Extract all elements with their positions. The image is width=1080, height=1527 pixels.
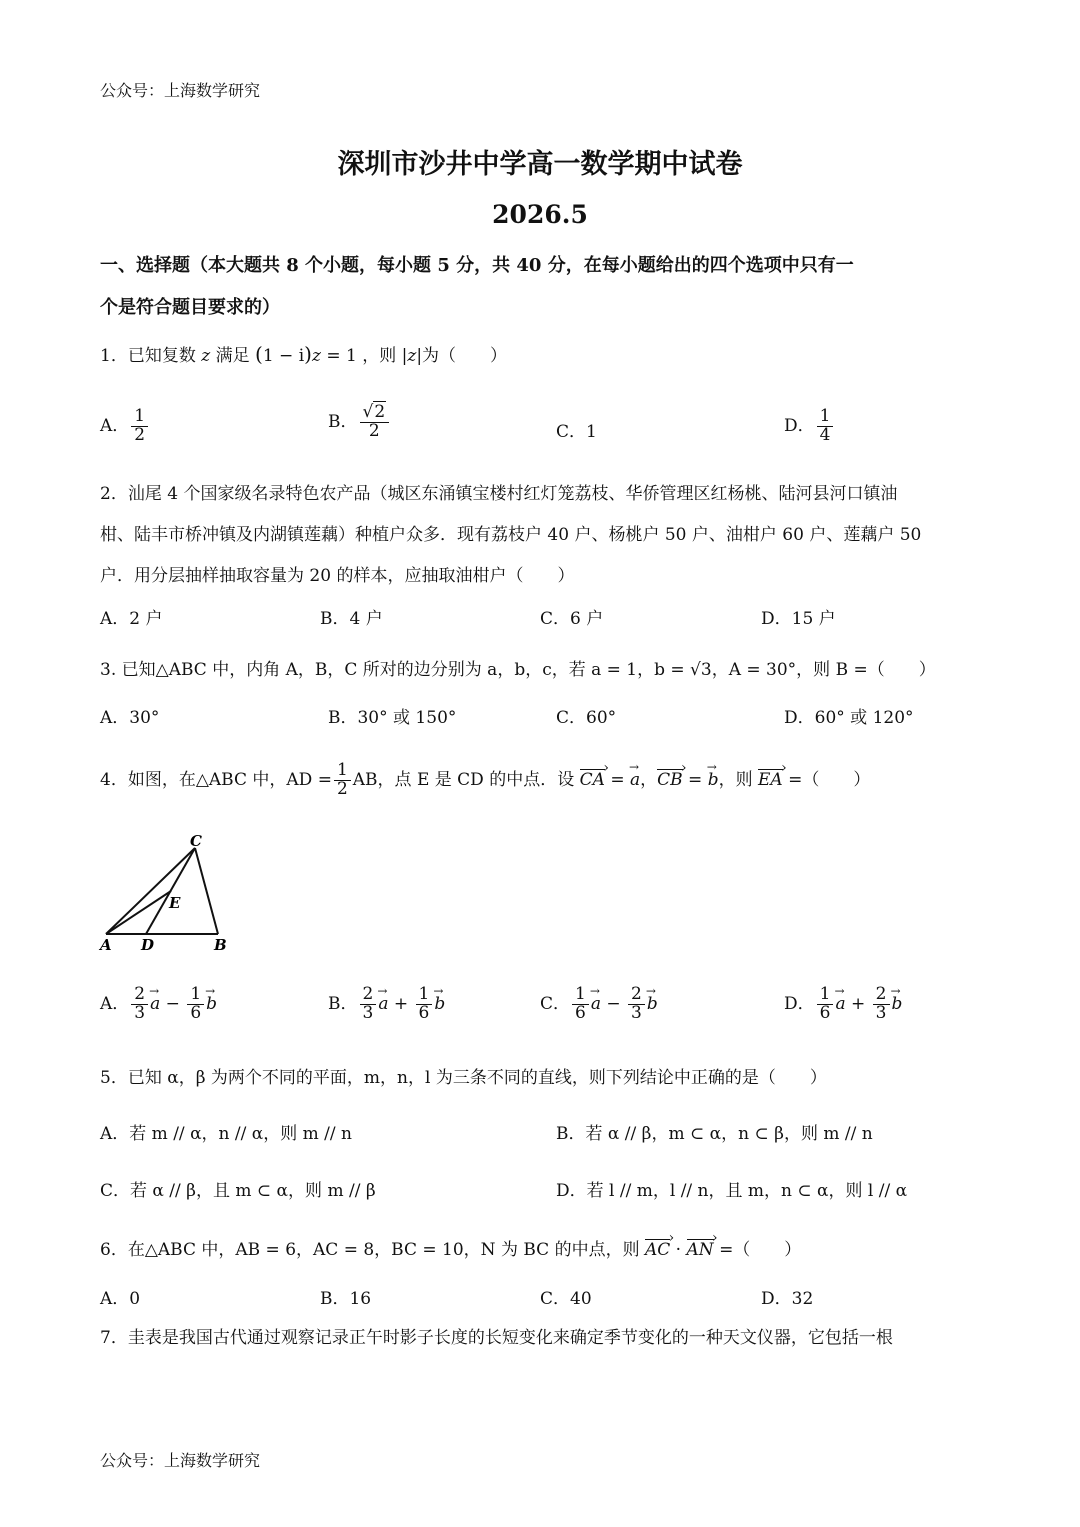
q4-stem-part-c: ，则 — [718, 769, 753, 790]
question-2-line3: 户．用分层抽样抽取容量为 20 的样本，应抽取油柑户（ ） — [100, 566, 575, 586]
question-2-line1: 2．汕尾 4 个国家级名录特色农产品（城区东涌镇宝楼村红灯笼荔枝、华侨管理区红杨桃、陆河县河口镇油 — [100, 484, 898, 504]
question-1-stem: 1．已知复数 z 满足 (1 − i)z = 1 ，则 |z|为（ ） — [100, 342, 508, 366]
q3-option-b: B．30° 或 150° — [328, 708, 457, 728]
q3-option-a: A．30° — [100, 708, 160, 728]
q5-option-c: C．若 α // β，且 m ⊂ α，则 m // β — [100, 1181, 376, 1201]
label-d: D — [141, 936, 155, 954]
q1-stem-part-d: 为（ ） — [422, 346, 508, 366]
exam-title: 深圳市沙井中学高一数学期中试卷 — [337, 149, 743, 180]
question-3-stem: 3. 已知△ABC 中，内角 A，B，C 所对的边分别为 a，b，c，若 a = 1，b = √3，A = 30°，则 B =（ ） — [100, 660, 936, 680]
q5-option-b: B．若 α // β，m ⊂ α，n ⊂ β，则 m // n — [556, 1124, 873, 1144]
q1-option-b: B． $\frac{√2}{2}$ — [328, 404, 391, 441]
triangle-figure — [96, 832, 246, 956]
q2-option-c: C．6 户 — [540, 609, 604, 629]
q1-option-d: D． $\frac{1}{4}$ — [784, 408, 835, 445]
question-4-stem: 4．如图，在△ABC 中，AD = $\frac{1}{2}$ AB，点 E 是 CD 的中点．设 CA › = a →，CB › = b →，则 EA › =（ ） — [100, 762, 870, 799]
q4-stem-part-b: AB，点 E 是 CD 的中点．设 — [352, 769, 575, 790]
q3-option-c: C．60° — [556, 708, 617, 728]
q4-option-d: D． $\frac{1}{6}$ a → + $\frac{2}{3}$ b → — [784, 986, 902, 1023]
q5-option-d: D．若 l // m，l // n，且 m，n ⊂ α，则 l // α — [556, 1181, 908, 1201]
section-heading-line1: 一、选择题（本大题共 8 个小题，每小题 5 分，共 40 分，在每小题给出的四个选项中只有一 — [100, 255, 854, 276]
page-footer: 公众号：上海数学研究 — [100, 1451, 261, 1470]
section-heading-line2: 个是符合题目要求的） — [100, 297, 280, 318]
question-5-stem: 5．已知 α，β 为两个不同的平面，m，n，l 为三条不同的直线，则下列结论中正确的是（ ） — [100, 1068, 827, 1088]
label-c: C — [190, 832, 202, 850]
q1-option-c: C．1 — [556, 422, 597, 442]
q6-option-d: D．32 — [761, 1289, 814, 1309]
q6-option-b: B．16 — [320, 1289, 372, 1309]
q4-option-a: A． $\frac{2}{3}$ a → − $\frac{1}{6}$ b → — [100, 986, 217, 1023]
q4-stem-part-a: 4．如图，在△ABC 中，AD = — [100, 769, 332, 790]
question-2-line2: 柑、陆丰市桥冲镇及内湖镇莲藕）种植户众多．现有荔枝户 40 户、杨桃户 50 户、油柑户 60 户、莲藕户 50 — [100, 525, 922, 545]
label-a: A — [100, 936, 112, 954]
q3-option-d: D．60° 或 120° — [784, 708, 914, 728]
q1-stem-part-a: 1．已知复数 — [100, 346, 196, 366]
q6-stem-part-b: =（ ） — [719, 1240, 802, 1260]
q5-option-a: A．若 m // α，n // α，则 m // n — [100, 1124, 352, 1144]
question-7-line1: 7．圭表是我国古代通过观察记录正午时影子长度的长短变化来确定季节变化的一种天文仪器，它包括一根 — [100, 1328, 893, 1348]
q4-stem-part-d: =（ ） — [788, 769, 871, 790]
q6-option-c: C．40 — [540, 1289, 592, 1309]
q4-option-c: C． $\frac{1}{6}$ a → − $\frac{2}{3}$ b → — [540, 986, 658, 1023]
q6-option-a: A．0 — [100, 1289, 141, 1309]
label-b: B — [214, 936, 227, 954]
q1-stem-part-c: ，则 — [362, 346, 397, 366]
q4-option-b: B． $\frac{2}{3}$ a → + $\frac{1}{6}$ b → — [328, 986, 445, 1023]
question-6-stem: 6．在△ABC 中，AB = 6，AC = 8，BC = 10，N 为 BC 的中点，则 AC › · AN › =（ ） — [100, 1238, 801, 1262]
q1-stem-part-b: 满足 — [215, 346, 250, 366]
page-header: 公众号：上海数学研究 — [100, 81, 261, 100]
q2-option-b: B．4 户 — [320, 609, 383, 629]
label-e: E — [169, 894, 181, 912]
q2-option-d: D．15 户 — [761, 609, 836, 629]
exam-date: 2026.5 — [492, 200, 588, 229]
q6-stem-part-a: 6．在△ABC 中，AB = 6，AC = 8，BC = 10，N 为 BC 的中点，则 — [100, 1240, 640, 1260]
q2-option-a: A．2 户 — [100, 609, 163, 629]
q1-option-a: A． $\frac{1}{2}$ — [100, 408, 150, 445]
